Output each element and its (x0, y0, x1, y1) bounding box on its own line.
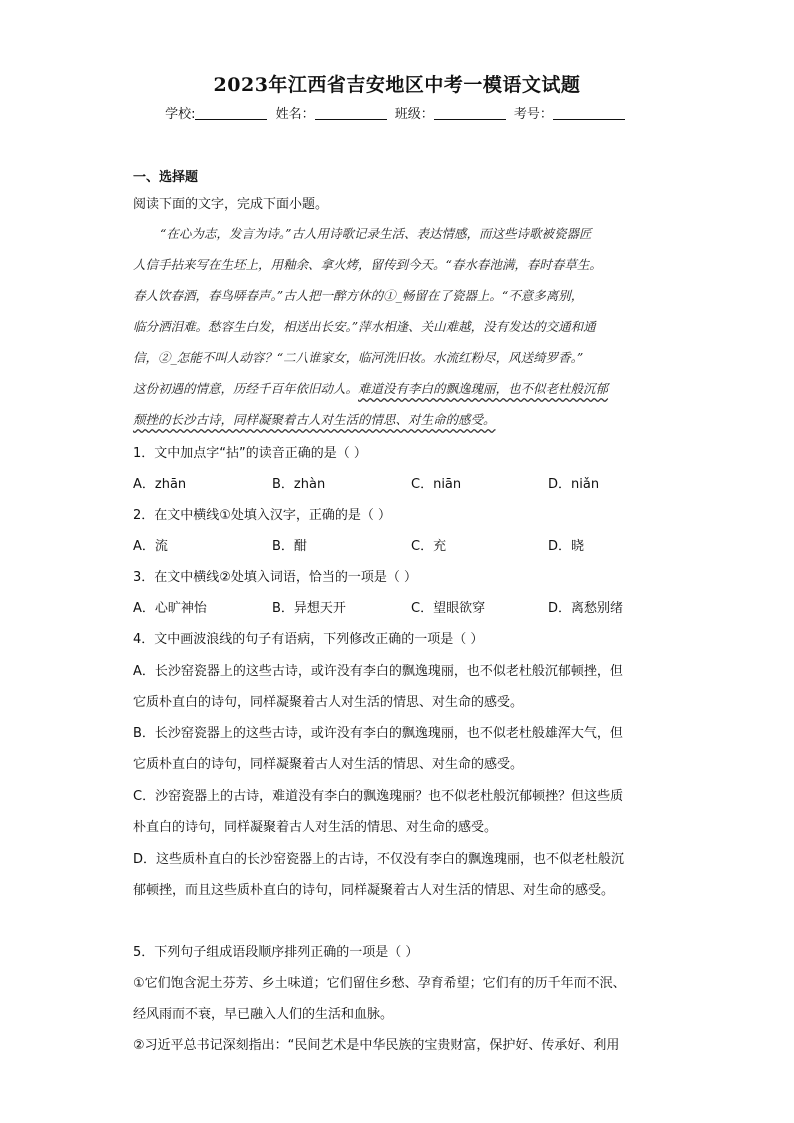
q3-option-d[interactable]: D．离愁别绪 (548, 601, 624, 616)
q2-option-b[interactable]: B．酣 (272, 539, 307, 554)
passage-line: 人信手拈来写在生坯上，用釉余、拿火烤，留传到今天。“春水春池满，春时春草生。 (133, 257, 602, 272)
question-4: 4．文中画波浪线的句子有语病，下列修改正确的一项是（ ） (133, 632, 484, 647)
q3-option-c[interactable]: C．望眼欲穿 (411, 601, 486, 616)
student-info (0, 103, 794, 122)
passage-text: 这份初遇的情意，历经千百年依旧动人。 (133, 381, 359, 396)
exam-number-label: 考号： (513, 107, 553, 122)
question-3: 3．在文中横线②处填入词语，恰当的一项是（ ） (133, 570, 418, 585)
class-blank[interactable] (434, 106, 506, 120)
q1-option-d[interactable]: D．niǎn (548, 477, 600, 492)
q4-option-b-cont: 它质朴直白的诗句，同样凝聚着古人对生活的情思、对生命的感受。 (133, 757, 524, 772)
q4-option-a-cont: 它质朴直白的诗句，同样凝聚着古人对生活的情思、对生命的感受。 (133, 695, 524, 710)
q4-option-d[interactable]: D．这些质朴直白的长沙窑瓷器上的古诗，不仅没有李白的飘逸瑰丽，也不似老杜般沉 (133, 852, 625, 867)
q3-option-b[interactable]: B．异想天开 (272, 601, 346, 616)
name-label: 姓名： (275, 107, 315, 122)
passage-line (133, 379, 608, 397)
school-blank[interactable] (195, 106, 267, 120)
q5-sentence-1-cont: 经风雨而不衰，早已融入人们的生活和血脉。 (133, 1007, 394, 1022)
class-label: 班级： (394, 107, 434, 122)
q1-option-c[interactable]: C．niān (411, 477, 462, 492)
wavy-underlined-sentence: 难道没有李白的飘逸瑰丽，也不似老杜般沉郁 (358, 381, 609, 396)
passage-line: 临分洒泪难。愁容生白发，相送出长安。”萍水相逢、关山难越，没有发达的交通和通 (133, 319, 596, 334)
exam-number-blank[interactable] (553, 106, 625, 120)
q2-option-c[interactable]: C．充 (411, 539, 447, 554)
question-5: 5．下列句子组成语段顺序排列正确的一项是（ ） (133, 945, 419, 960)
q4-option-d-cont: 郁顿挫，而且这些质朴直白的诗句，同样凝聚着古人对生活的情思、对生命的感受。 (133, 883, 615, 898)
q2-option-d[interactable]: D．晓 (548, 539, 585, 554)
school-label: 学校: (165, 107, 196, 122)
page-title: 2023年江西省吉安地区中考一模语文试题 (213, 74, 581, 96)
q5-sentence-1: ①它们饱含泥土芬芳、乡土味道；它们留住乡愁、孕育希望；它们有的历千年而不泯、 (133, 976, 626, 991)
q2-option-a[interactable]: A．流 (133, 539, 168, 554)
q4-option-c[interactable]: C．沙窑瓷器上的古诗，难道没有李白的飘逸瑰丽？也不似老杜般沉郁顿挫？但这些质 (133, 789, 624, 804)
q4-option-a[interactable]: A．长沙窑瓷器上的这些古诗，或许没有李白的飘逸瑰丽，也不似老杜般沉郁顿挫，但 (133, 664, 623, 679)
q5-sentence-2: ②习近平总书记深刻指出：“民间艺术是中华民族的宝贵财富，保护好、传承好、利用 (133, 1038, 620, 1053)
wavy-underlined-sentence-end: 颓挫的长沙古诗，同样凝聚着古人对生活的情思、对生命的感受。 (133, 412, 496, 427)
q1-option-b[interactable]: B．zhàn (272, 477, 326, 492)
question-1: 1．文中加点字“拈”的读音正确的是（ ） (133, 446, 367, 461)
passage-line: 春人饮春酒，春鸟哢春声。”古人把一醉方休的①_畅留在了瓷器上。“不意多离别， (133, 288, 584, 303)
passage-line: 信，②_怎能不叫人动容？“二八谁家女，临河洗旧妆。水流红粉尽，风送绮罗香。” (133, 350, 584, 365)
q1-option-a[interactable]: A．zhān (133, 477, 187, 492)
name-blank[interactable] (315, 106, 387, 120)
passage-line: “在心为志，发言为诗。”古人用诗歌记录生活、表达情感，而这些诗歌被瓷器匠 (160, 226, 592, 241)
q4-option-b[interactable]: B．长沙窑瓷器上的这些古诗，或许没有李白的飘逸瑰丽，也不似老杜般雄浑大气，但 (133, 726, 623, 741)
q3-option-a[interactable]: A．心旷神怡 (133, 601, 207, 616)
question-2: 2．在文中横线①处填入汉字，正确的是（ ） (133, 508, 392, 523)
reading-instruction: 阅读下面的文字，完成下面小题。 (133, 197, 329, 212)
q4-option-c-cont: 朴直白的诗句，同样凝聚着古人对生活的情思、对生命的感受。 (133, 820, 498, 835)
section-heading: 一、选择题 (133, 170, 199, 185)
